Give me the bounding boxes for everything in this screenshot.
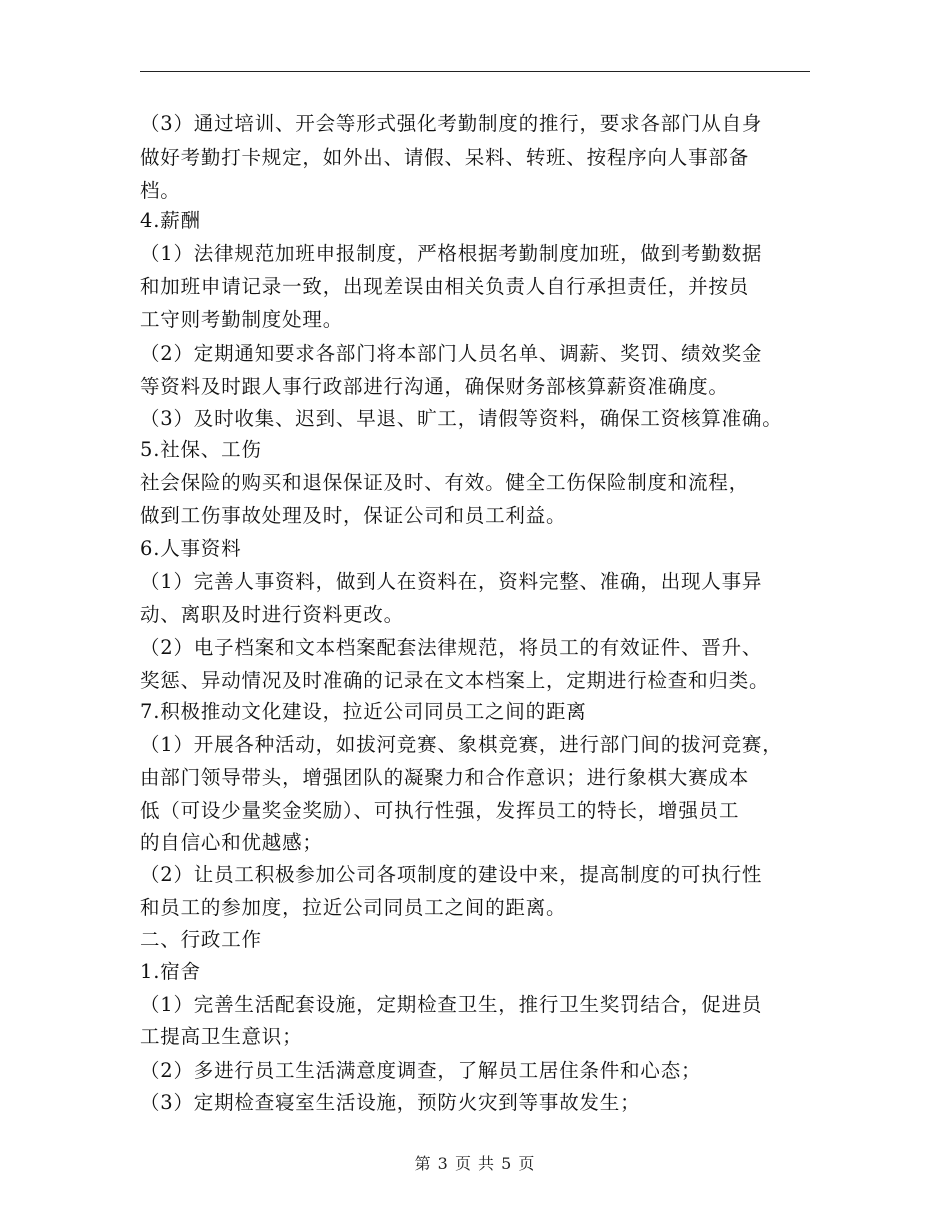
text-line: （1）开展各种活动，如拔河竞赛、象棋竞赛，进行部门间的拔河竞赛， <box>140 733 783 756</box>
text-line: 等资料及时跟人事行政部进行沟通，确保财务部核算薪资准确度。 <box>140 375 729 398</box>
text-line: （3）及时收集、迟到、早退、旷工，请假等资料，确保工资核算准确。 <box>140 407 783 430</box>
text-line: 工守则考勤制度处理。 <box>140 308 344 331</box>
text-line: 档。 <box>140 179 181 202</box>
text-line: 由部门领导带头，增强团队的凝聚力和合作意识；进行象棋大赛成本 <box>140 766 750 789</box>
text-line: （1）完善人事资料，做到人在资料在，资料完整、准确，出现人事异 <box>140 570 763 593</box>
text-line: （3）通过培训、开会等形式强化考勤制度的推行，要求各部门从自身 <box>140 112 763 135</box>
text-line: （2）多进行员工生活满意度调查，了解员工居住条件和心态； <box>140 1059 702 1082</box>
text-line: 低（可设少量奖金奖励）、可执行性强，发挥员工的特长，增强员工 <box>140 799 740 822</box>
text-line: （1）完善生活配套设施，定期检查卫生，推行卫生奖罚结合，促进员 <box>140 993 763 1016</box>
text-line: （1）法律规范加班申报制度，严格根据考勤制度加班，做到考勤数据 <box>140 242 763 265</box>
section-heading: 二、行政工作 <box>140 928 262 951</box>
section-heading: 1.宿舍 <box>140 960 201 983</box>
text-line: 做到工伤事故处理及时，保证公司和员工利益。 <box>140 504 567 527</box>
text-line: 奖惩、异动情况及时准确的记录在文本档案上，定期进行检查和归类。 <box>140 669 770 692</box>
text-line: （2）让员工积极参加公司各项制度的建设中来，提高制度的可执行性 <box>140 863 763 886</box>
header-rule <box>140 71 810 72</box>
page-number: 第 3 页 共 5 页 <box>414 1154 536 1173</box>
text-line: （2）电子档案和文本档案配套法律规范，将员工的有效证件、晋升、 <box>140 636 763 659</box>
section-heading: 6.人事资料 <box>140 537 242 560</box>
section-heading: 5.社保、工伤 <box>140 438 262 461</box>
section-heading: 7.积极推动文化建设，拉近公司同员工之间的距离 <box>140 700 587 723</box>
text-line: 动、离职及时进行资料更改。 <box>140 603 404 626</box>
text-line: （2）定期通知要求各部门将本部门人员名单、调薪、奖罚、绩效奖金 <box>140 342 763 365</box>
section-heading: 4.薪酬 <box>140 209 201 232</box>
text-line: 和员工的参加度，拉近公司同员工之间的距离。 <box>140 896 567 919</box>
text-line: 的自信心和优越感； <box>140 831 323 854</box>
text-line: 社会保险的购买和退保保证及时、有效。健全工伤保险制度和流程， <box>140 471 750 494</box>
text-line: 做好考勤打卡规定，如外出、请假、呆料、转班、按程序向人事部备 <box>140 146 750 169</box>
text-line: 工提高卫生意识； <box>140 1025 303 1048</box>
text-line: 和加班申请记录一致，出现差误由相关负责人自行承担责任，并按员 <box>140 275 750 298</box>
text-line: （3）定期检查寝室生活设施，预防火灾到等事故发生； <box>140 1091 641 1114</box>
